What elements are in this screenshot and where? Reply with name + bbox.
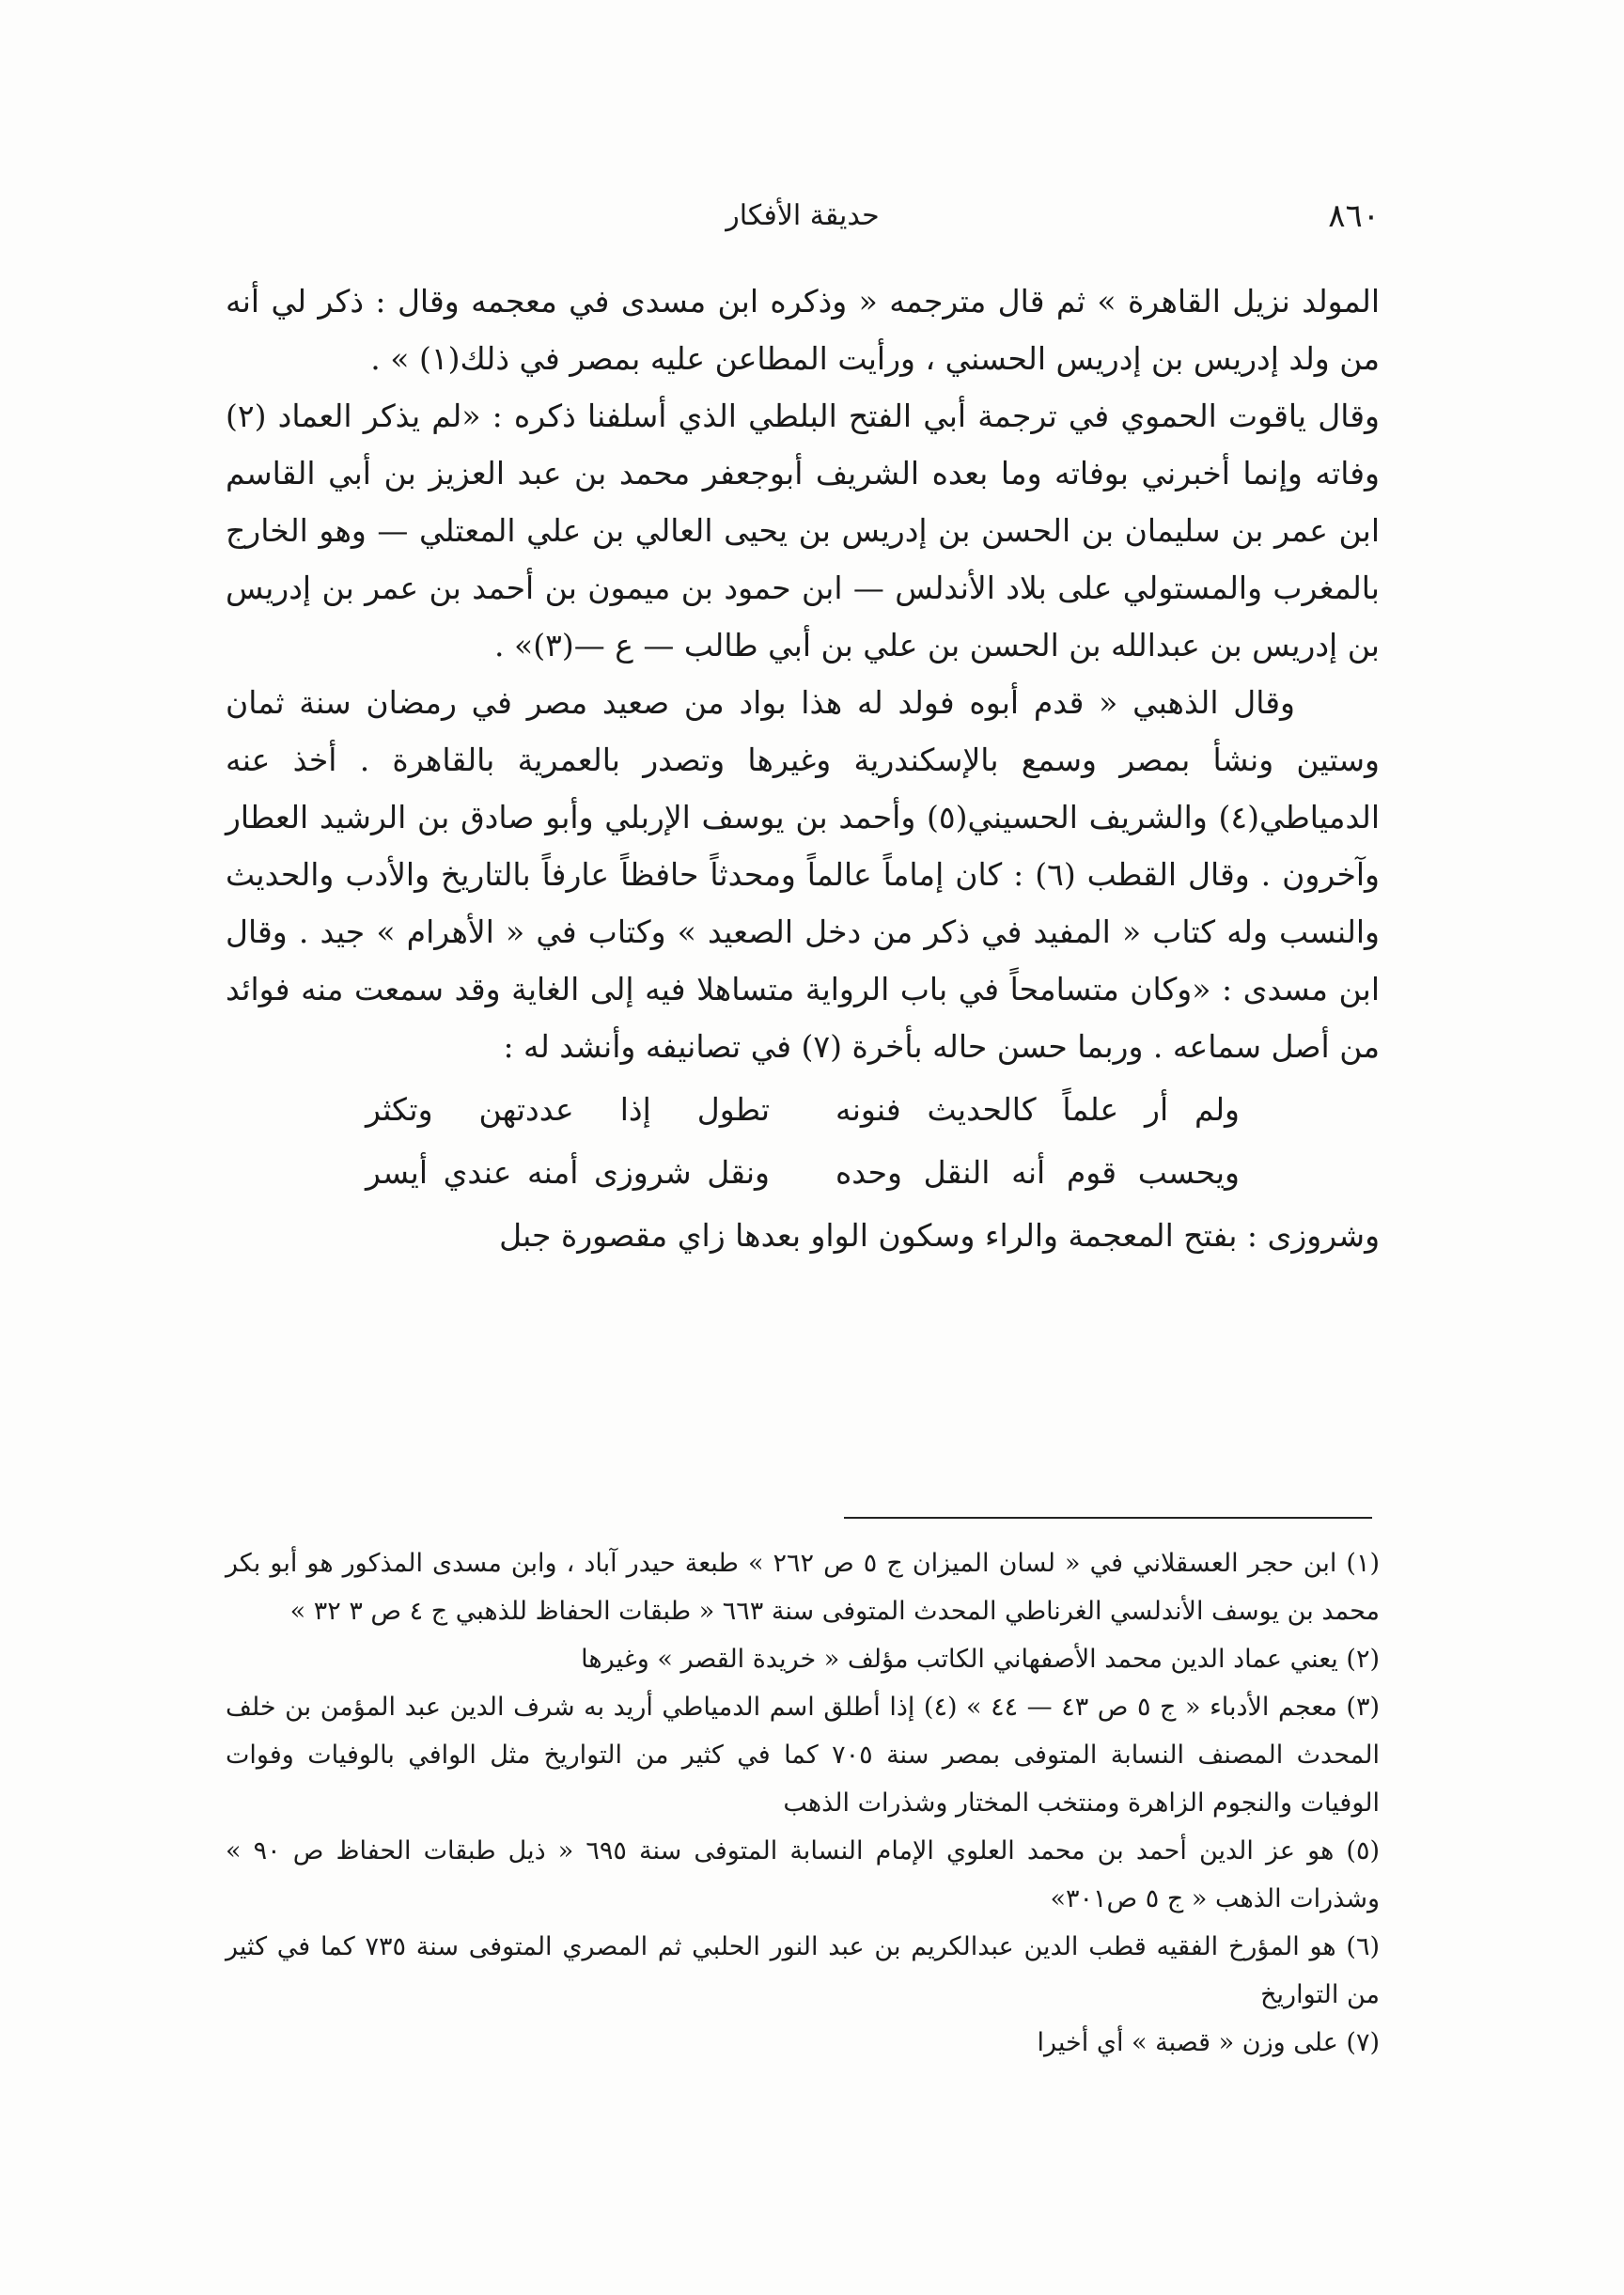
verse-line	[226, 1144, 1380, 1201]
footnote: (٧) على وزن « قصبة » أي أخيرا	[1037, 2028, 1380, 2057]
verse-hemistich: تطول إذا عددتهن وتكثر	[366, 1091, 770, 1128]
verse-hemistich: ولم أر علماً كالحديث فنونه	[835, 1091, 1240, 1128]
running-title: حديقة الأفكار	[726, 199, 880, 232]
paragraph: وقال الذهبي « قدم أبوه فولد له هذا بواد من صعيد مصر في رمضان سنة ثمان وستين ونشأ بمصر وسمع بالإسكندرية وغيرها وتصدر بالعمرية بالقاهرة . أخذ عنه الدمياطي(٤) والشريف الحسيني(٥) وأحمد بن يوسف الإربلي وأبو صادق بن الرشيد العطار وآخرون . وقال القطب (٦) : كان إماماً عالماً ومحدثاً حافظاً عارفاً بالتاريخ والأدب والحديث والنسب وله كتاب « المفيد في ذكر من دخل الصعيد » وكتاب في « الأهرام » جيد . وقال ابن مسدى : «وكان متسامحاً في باب الرواية متساهلا فيه إلى الغاية وقد سمعت منه فوائد من أصل سماعه . وربما حسن حاله بأخرة (٧) في تصانيفه وأنشد له :	[226, 684, 1381, 1065]
footnote: (٥) هو عز الدين أحمد بن محمد العلوي الإمام النسابة المتوفى سنة ٦٩٥ « ذيل طبقات الحفاظ ص ٩٠ » وشذرات الذهب « ج ٥ ص٣٠١»	[226, 1836, 1381, 1913]
paragraph: وقال ياقوت الحموي في ترجمة أبي الفتح البلطي الذي أسلفنا ذكره : «لم يذكر العماد (٢) وفاته وإنما أخبرني بوفاته وما بعده الشريف أبوجعفر محمد بن عبد العزيز بن أبي القاسم ابن عمر بن سليمان بن الحسن بن إدريس بن يحيى العالي بن علي المعتلي — وهو الخارج بالمغرب والمستولي على بلاد الأندلس — ابن حمود بن ميمون بن أحمد بن عمر بن إدريس بن إدريس بن عبدالله بن الحسن بن علي بن أبي طالب — ع —(٣)» .	[226, 398, 1380, 664]
paragraph: وشروزى : بفتح المعجمة والراء وسكون الواو بعدها زاي مقصورة جبل	[499, 1217, 1380, 1254]
main-text	[226, 273, 1380, 1264]
page-number: ٨٦٠	[1328, 197, 1380, 235]
verse-hemistich: ونقل شروزى أمنه عندي أيسر	[366, 1154, 770, 1191]
footnote-divider	[844, 1517, 1372, 1519]
footnote: (٣) معجم الأدباء « ج ٥ ص ٤٣ — ٤٤ » (٤) إذا أطلق اسم الدمياطي أريد به شرف الدين عبد المؤمن بن خلف المحدث المصنف النسابة المتوفى بمصر سنة ٧٠٥ كما في كثير من التواريخ مثل الوافي بالوفيات وفوات الوفيات والنجوم الزاهرة ومنتخب المختار وشذرات الذهب	[226, 1693, 1380, 1818]
footnote: (٦) هو المؤرخ الفقيه قطب الدين عبدالكريم بن عبد النور الحلبي ثم المصري المتوفى سنة ٧٣٥ كما في كثير من التواريخ	[226, 1932, 1380, 2009]
verse-line	[226, 1081, 1380, 1138]
footnote: (٢) يعني عماد الدين محمد الأصفهاني الكاتب مؤلف « خريدة القصر » وغيرها	[581, 1645, 1380, 1674]
footnote: (١) ابن حجر العسقلاني في « لسان الميزان ج ٥ ص ٢٦٢ » طبعة حيدر آباد ، وابن مسدى المذكور هو أبو بكر محمد بن يوسف الأندلسي الغرناطي المحدث المتوفى سنة ٦٦٣ « طبقات الحفاظ للذهبي ج ٤ ص ٣ ٣٢ »	[226, 1549, 1380, 1626]
page-header	[226, 188, 1380, 244]
footnotes	[226, 1539, 1380, 2067]
paragraph: المولد نزيل القاهرة » ثم قال مترجمه « وذكره ابن مسدى في معجمه وقال : ذكر لي أنه من ولد إدريس بن إدريس الحسني ، ورأيت المطاعن عليه بمصر في ذلك(١) » .	[226, 283, 1380, 377]
verse-hemistich: ويحسب قوم أنه النقل وحده	[835, 1154, 1240, 1191]
